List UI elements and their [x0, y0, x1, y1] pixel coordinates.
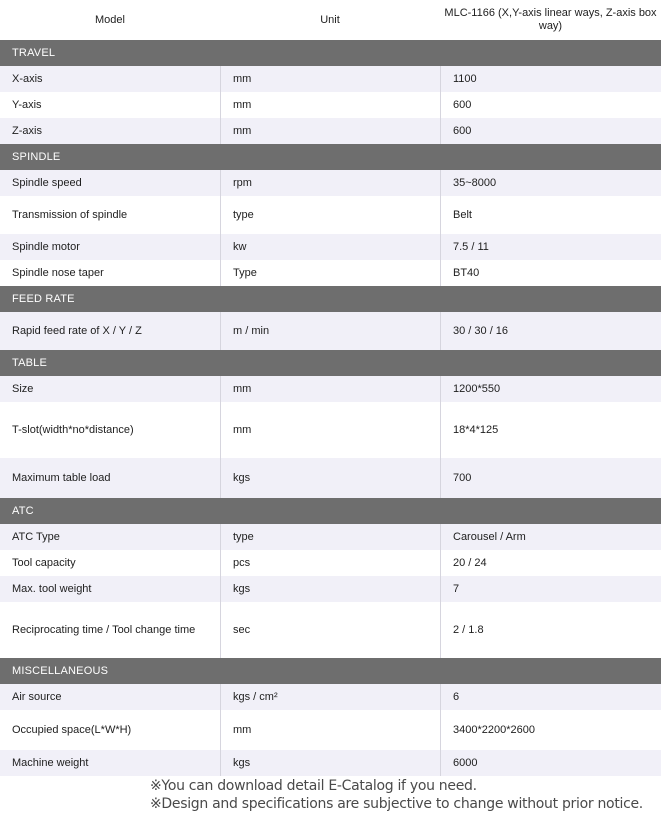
table-row: [0, 684, 661, 710]
section-header: ATC: [0, 498, 661, 524]
spec-value-cell: 2 / 1.8: [440, 602, 661, 658]
spec-unit-cell: m / min: [220, 312, 440, 350]
note-disclaimer: ※Design and specifications are subjective to change without prior notice.: [150, 796, 643, 812]
spec-item-cell: Spindle motor: [12, 241, 80, 253]
spec-item-cell: Air source: [12, 691, 62, 703]
spec-item-cell: Spindle speed: [12, 177, 82, 189]
spec-unit-cell: Type: [220, 260, 440, 286]
spec-value-cell: 1200*550: [440, 376, 661, 402]
spec-unit-cell: pcs: [220, 550, 440, 576]
spec-item-cell: Max. tool weight: [12, 583, 92, 595]
table-row: [0, 260, 661, 286]
header-model-label: Model: [95, 13, 125, 26]
spec-unit-cell: mm: [220, 118, 440, 144]
spec-item-cell: T-slot(width*no*distance): [12, 424, 134, 436]
spec-unit-cell: rpm: [220, 170, 440, 196]
spec-unit-cell: sec: [220, 602, 440, 658]
section-header: TABLE: [0, 350, 661, 376]
spec-unit-cell: kgs: [220, 458, 440, 498]
spec-value-cell: 600: [440, 118, 661, 144]
header-model-value: MLC-1166 (X,Y-axis linear ways, Z-axis box way): [444, 7, 657, 32]
note-catalog: ※You can download detail E-Catalog if you need.: [150, 778, 477, 794]
footnotes: [150, 777, 643, 813]
spec-unit-cell: kgs: [220, 750, 440, 776]
spec-value-cell: 6: [440, 684, 661, 710]
table-row: [0, 66, 661, 92]
table-row: [0, 196, 661, 234]
table-row: [0, 576, 661, 602]
spec-unit-cell: type: [220, 524, 440, 550]
spec-value-cell: 1100: [440, 66, 661, 92]
table-row: [0, 750, 661, 776]
table-header: [0, 0, 661, 40]
table-row: [0, 118, 661, 144]
spec-item-cell: Transmission of spindle: [12, 209, 128, 221]
table-row: [0, 92, 661, 118]
section-header: SPINDLE: [0, 144, 661, 170]
spec-value-cell: 7: [440, 576, 661, 602]
table-row: [0, 710, 661, 750]
table-row: [0, 524, 661, 550]
spec-value-cell: BT40: [440, 260, 661, 286]
table-row: [0, 458, 661, 498]
spec-item-cell: Y-axis: [12, 99, 42, 111]
spec-item-cell: Occupied space(L*W*H): [12, 724, 132, 736]
table-row: [0, 550, 661, 576]
table-row: [0, 602, 661, 658]
section-header: TRAVEL: [0, 40, 661, 66]
spec-value-cell: 700: [440, 458, 661, 498]
spec-unit-cell: kgs: [220, 576, 440, 602]
spec-item-cell: Z-axis: [12, 125, 42, 137]
spec-value-cell: 20 / 24: [440, 550, 661, 576]
section-header: FEED RATE: [0, 286, 661, 312]
table-body: [0, 40, 661, 776]
section-header: MISCELLANEOUS: [0, 658, 661, 684]
table-row: [0, 312, 661, 350]
spec-value-cell: 35~8000: [440, 170, 661, 196]
spec-item-cell: Maximum table load: [12, 472, 111, 484]
spec-value-cell: Carousel / Arm: [440, 524, 661, 550]
spec-item-cell: Machine weight: [12, 757, 89, 769]
table-row: [0, 234, 661, 260]
spec-item-cell: ATC Type: [12, 531, 60, 543]
table-row: [0, 402, 661, 458]
spec-item-cell: Reciprocating time / Tool change time: [12, 624, 196, 636]
header-unit-label: Unit: [320, 13, 340, 26]
spec-value-cell: 600: [440, 92, 661, 118]
spec-item-cell: Size: [12, 383, 34, 395]
spec-item-cell: Spindle nose taper: [12, 267, 104, 279]
spec-unit-cell: kw: [220, 234, 440, 260]
table-row: [0, 376, 661, 402]
spec-value-cell: 6000: [440, 750, 661, 776]
table-row: [0, 170, 661, 196]
spec-unit-cell: mm: [220, 92, 440, 118]
spec-unit-cell: mm: [220, 376, 440, 402]
spec-item-cell: Rapid feed rate of X / Y / Z: [12, 325, 142, 337]
spec-unit-cell: mm: [220, 66, 440, 92]
spec-value-cell: 7.5 / 11: [440, 234, 661, 260]
spec-value-cell: Belt: [440, 196, 661, 234]
spec-unit-cell: mm: [220, 710, 440, 750]
spec-unit-cell: mm: [220, 402, 440, 458]
spec-value-cell: 30 / 30 / 16: [440, 312, 661, 350]
spec-item-cell: Tool capacity: [12, 557, 76, 569]
spec-value-cell: 18*4*125: [440, 402, 661, 458]
spec-unit-cell: type: [220, 196, 440, 234]
spec-item-cell: X-axis: [12, 73, 43, 85]
spec-value-cell: 3400*2200*2600: [440, 710, 661, 750]
spec-unit-cell: kgs / cm²: [220, 684, 440, 710]
